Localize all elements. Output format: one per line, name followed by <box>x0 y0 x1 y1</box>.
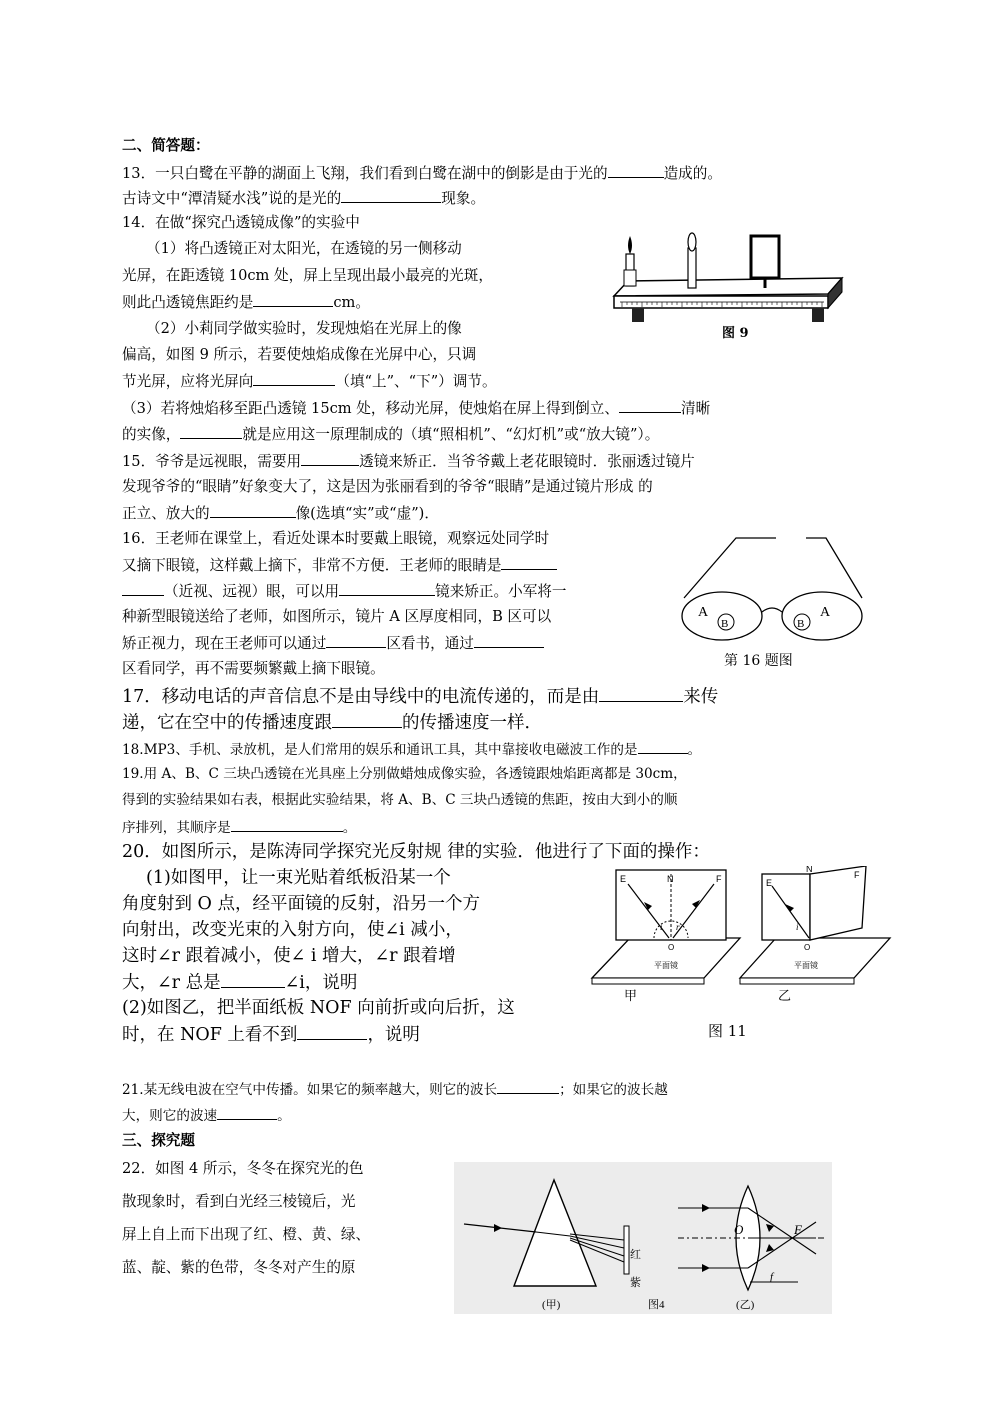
q14-p3-text-b: 清晰 <box>680 400 711 417</box>
q18-text-1b: 。 <box>687 742 702 758</box>
q13-blank-1[interactable] <box>608 164 664 178</box>
glasses-figure <box>676 532 868 646</box>
q16-blank-lens[interactable] <box>339 582 435 596</box>
q21-blank-wavelength[interactable] <box>497 1080 559 1094</box>
prism-red-label: 红 <box>630 1249 641 1261</box>
q20-blank-light[interactable] <box>297 1024 367 1040</box>
q16-text-2a: 又摘下眼镜，这样戴上摘下，非常不方便．王老师的眼睛是 <box>122 557 502 574</box>
optical-bench-figure <box>606 226 846 330</box>
prism-lens-figure <box>454 1162 832 1314</box>
q15-line-1 <box>122 452 695 470</box>
yi-label-f: F <box>854 870 860 880</box>
q14-p2-line-b: 偏高，如图 9 所示，若要使烛焰成像在光屏中心，只调 <box>122 346 477 363</box>
q16-blank-area-read[interactable] <box>326 634 386 648</box>
q17-blank-1[interactable] <box>599 686 683 702</box>
q20-line-6 <box>122 972 357 993</box>
q14-p3-line-b <box>122 425 659 443</box>
q16-blank-eye-2[interactable] <box>122 582 164 596</box>
q17-text-2b: 的传播速度一样． <box>402 713 542 733</box>
section-2-heading: 二、简答题： <box>122 137 210 154</box>
q17-blank-2[interactable] <box>332 712 402 728</box>
glasses-label-b-left: B <box>721 618 729 630</box>
q13-line-1 <box>122 164 722 182</box>
q14-p1-line-b: 光屏，在距透镜 10cm 处，屏上呈现出最小最亮的光斑， <box>122 267 493 284</box>
q21-blank-speed[interactable] <box>217 1106 277 1120</box>
q13-text-1b: 造成的。 <box>663 165 722 182</box>
glasses-label-b-right: B <box>797 618 805 630</box>
q14-blank-device[interactable] <box>180 425 242 439</box>
q18-line-1 <box>122 740 701 759</box>
q16-text-3b: 镜来矫正。小军将一 <box>435 583 567 600</box>
q17-text-2a: 递，它在空中的传播速度跟 <box>122 713 332 733</box>
q21-text-2a: 大，则它的波速 <box>122 1108 218 1124</box>
figure-4-caption: 图4 <box>648 1299 665 1311</box>
q14-p2-text-c: 节光屏，应将光屏向 <box>122 373 254 390</box>
q19-line-1: 19.用 A、B、C 三块凸透镜在光具座上分别做蜡烛成像实验，各透镜跟烛焰距离都是 30cm， <box>122 766 687 782</box>
q13-text-1a: 13．一只白鹭在平静的湖面上飞翔，我们看到白鹭在湖中的倒影是由于光的 <box>122 165 608 182</box>
prism-jia-label: (甲) <box>542 1299 561 1311</box>
q17-text-1a: 17．移动电话的声音信息不是由导线中的电流传递的，而是由 <box>122 687 600 707</box>
lens-label-f: F <box>794 1222 802 1237</box>
q20-line-4: 向射出，改变光束的入射方向，使∠i 减小， <box>122 920 463 940</box>
yi-label-e: E <box>766 878 773 888</box>
figure-16-caption: 第 16 题图 <box>724 653 793 669</box>
q17-text-1b: 来传 <box>683 687 719 707</box>
q14-p1-text-d: cm。 <box>333 294 370 311</box>
q20-text-6b: ∠i，说明 <box>284 973 358 993</box>
q20-line-3: 角度射到 O 点，经平面镜的反射，沿另一个方 <box>122 894 480 914</box>
q22-line-1: 22．如图 4 所示，冬冬在探究光的色 <box>122 1160 364 1177</box>
q14-line-1: 14．在做“探究凸透镜成像”的实验中 <box>122 214 360 231</box>
q20-line-5: 这时∠r 跟着减小，使∠ i 增大，∠r 跟着增 <box>122 946 456 966</box>
q20-text-8a: 时，在 NOF 上看不到 <box>122 1025 298 1045</box>
q13-line-2 <box>122 189 485 207</box>
q16-line-4: 种新型眼镜送给了老师，如图所示，镜片 A 区厚度相同，B 区可以 <box>122 608 552 625</box>
q16-line-5 <box>122 634 544 652</box>
q14-p3-line-a <box>122 399 710 417</box>
q20-blank-relation[interactable] <box>221 972 285 988</box>
q19-line-2: 得到的实验结果如右表，根据此实验结果，将 A、B、C 三块凸透镜的焦距，按由大到小的顺 <box>122 792 678 808</box>
q21-line-2 <box>122 1106 291 1125</box>
figure-9-caption: 图 9 <box>722 326 749 341</box>
q22-line-2: 散现象时，看到白光经三棱镜后，光 <box>122 1193 356 1210</box>
yi-label-o: O <box>804 943 811 952</box>
q15-text-3a: 正立、放大的 <box>122 505 210 522</box>
q13-text-2b: 现象。 <box>441 190 486 207</box>
figure-11-caption: 图 11 <box>708 1022 747 1040</box>
fig-11-jia-label: 甲 <box>624 988 638 1003</box>
q16-blank-area-far[interactable] <box>474 634 544 648</box>
q19-line-3 <box>122 818 356 837</box>
jia-label-f: F <box>716 874 722 884</box>
q17-line-1 <box>122 686 718 707</box>
q14-p3-text-c: 的实像， <box>122 426 181 443</box>
q16-line-2 <box>122 556 557 574</box>
glasses-label-a-right: A <box>820 605 831 620</box>
q20-line-7: (2)如图乙，把半面纸板 NOF 向前折或向后折，这 <box>122 998 515 1018</box>
q19-blank[interactable] <box>231 818 343 832</box>
q18-blank[interactable] <box>638 740 688 754</box>
q16-text-5a: 矫正视力，现在王老师可以通过 <box>122 635 327 652</box>
q15-line-2: 发现爷爷的“眼睛”好象变大了，这是因为张丽看到的爷爷“眼睛”是通过镜片形成 的 <box>122 478 653 495</box>
glasses-label-a-left: A <box>698 605 709 620</box>
jia-label-n: N <box>667 874 674 884</box>
fig-11-yi-label: 乙 <box>778 988 792 1003</box>
q16-line-1: 16．王老师在课堂上，看近处课本时要戴上眼镜，观察远处同学时 <box>122 530 550 547</box>
yi-label-n: N <box>806 866 813 874</box>
lens-focal-length-label: f <box>770 1271 774 1283</box>
q14-blank-focal-length[interactable] <box>253 293 333 307</box>
q14-p3-text-a: （3）若将烛焰移至距凸透镜 15cm 处，移动光屏，使烛焰在屏上得到倒立、 <box>122 400 619 417</box>
yi-mirror-label: 平面镜 <box>794 961 818 970</box>
q13-blank-2[interactable] <box>341 189 441 203</box>
q18-text-1a: 18.MP3、手机、录放机，是人们常用的娱乐和通讯工具，其中靠接收电磁波工作的是 <box>122 742 638 758</box>
section-3-heading: 三、探究题 <box>122 1132 195 1149</box>
q21-line-1 <box>122 1080 668 1099</box>
q15-blank-image[interactable] <box>210 504 296 518</box>
q16-text-5b: 区看书，通过 <box>386 635 474 652</box>
lens-yi-label: (乙) <box>736 1299 755 1311</box>
q14-p3-text-d: 就是应用这一原理制成的（填“照相机”、“幻灯机”或“放大镜”）。 <box>242 426 660 443</box>
q22-line-4: 蓝、靛、紫的色带，冬冬对产生的原 <box>122 1259 356 1276</box>
jia-label-o: O <box>668 943 675 952</box>
q21-text-1a: 21.某无线电波在空气中传播。如果它的频率越大，则它的波长 <box>122 1082 498 1098</box>
prism-purple-label: 紫 <box>630 1277 641 1289</box>
q14-p1-line-a: （1）将凸透镜正对太阳光，在透镜的另一侧移动 <box>146 240 462 257</box>
q15-text-1b: 透镜来矫正．当爷爷戴上老花眼镜时．张丽透过镜片 <box>359 453 695 470</box>
q16-text-3a: （近视、远视）眼，可以用 <box>164 583 340 600</box>
jia-label-i: i <box>660 922 663 932</box>
q21-text-2b: 。 <box>277 1108 291 1124</box>
q17-line-2 <box>122 712 542 733</box>
q14-blank-image-type[interactable] <box>619 399 681 413</box>
jia-label-e: E <box>620 874 627 884</box>
yi-label-i: i <box>796 922 799 932</box>
q14-p2-text-d: （填“上”、“下”）调节。 <box>335 373 497 390</box>
q22-line-3: 屏上自上而下出现了红、橙、黄、绿、 <box>122 1226 371 1243</box>
q20-line-8 <box>122 1024 420 1045</box>
q15-text-3b: 像(选填“实”或“虚”)． <box>295 505 439 522</box>
q20-text-8b: ，说明 <box>367 1025 420 1045</box>
q20-line-1: 20．如图所示，是陈涛同学探究光反射规 律的实验．他进行了下面的操作： <box>122 842 710 862</box>
q13-text-2a: 古诗文中“潭清疑水浅”说的是光的 <box>122 190 342 207</box>
q14-p2-line-a: （2）小莉同学做实验时，发现烛焰在光屏上的像 <box>146 320 462 337</box>
q15-blank-lens[interactable] <box>301 452 359 466</box>
q14-p1-line-c <box>122 293 370 311</box>
q20-line-2: (1)如图甲，让一束光贴着纸板沿某一个 <box>146 868 451 888</box>
q15-line-3 <box>122 504 439 522</box>
q14-p2-line-c <box>122 372 497 390</box>
q15-text-1a: 15．爷爷是远视眼，需要用 <box>122 453 302 470</box>
reflection-figure <box>588 866 894 1006</box>
q16-line-6: 区看同学，再不需要频繁戴上摘下眼镜。 <box>122 660 385 677</box>
q16-blank-eye-1[interactable] <box>501 556 557 570</box>
q16-line-3 <box>122 582 567 600</box>
jia-label-r: r <box>676 922 680 932</box>
q20-text-6a: 大，∠r 总是 <box>122 973 221 993</box>
jia-mirror-label: 平面镜 <box>654 961 678 970</box>
q19-text-3b: 。 <box>342 820 357 836</box>
q14-blank-direction[interactable] <box>253 372 335 386</box>
lens-label-o: O <box>734 1222 744 1237</box>
q19-text-3a: 序排列，其顺序是 <box>122 820 231 836</box>
q14-p1-text-c: 则此凸透镜焦距约是 <box>122 294 254 311</box>
q21-text-1b: ；如果它的波长越 <box>559 1082 668 1098</box>
